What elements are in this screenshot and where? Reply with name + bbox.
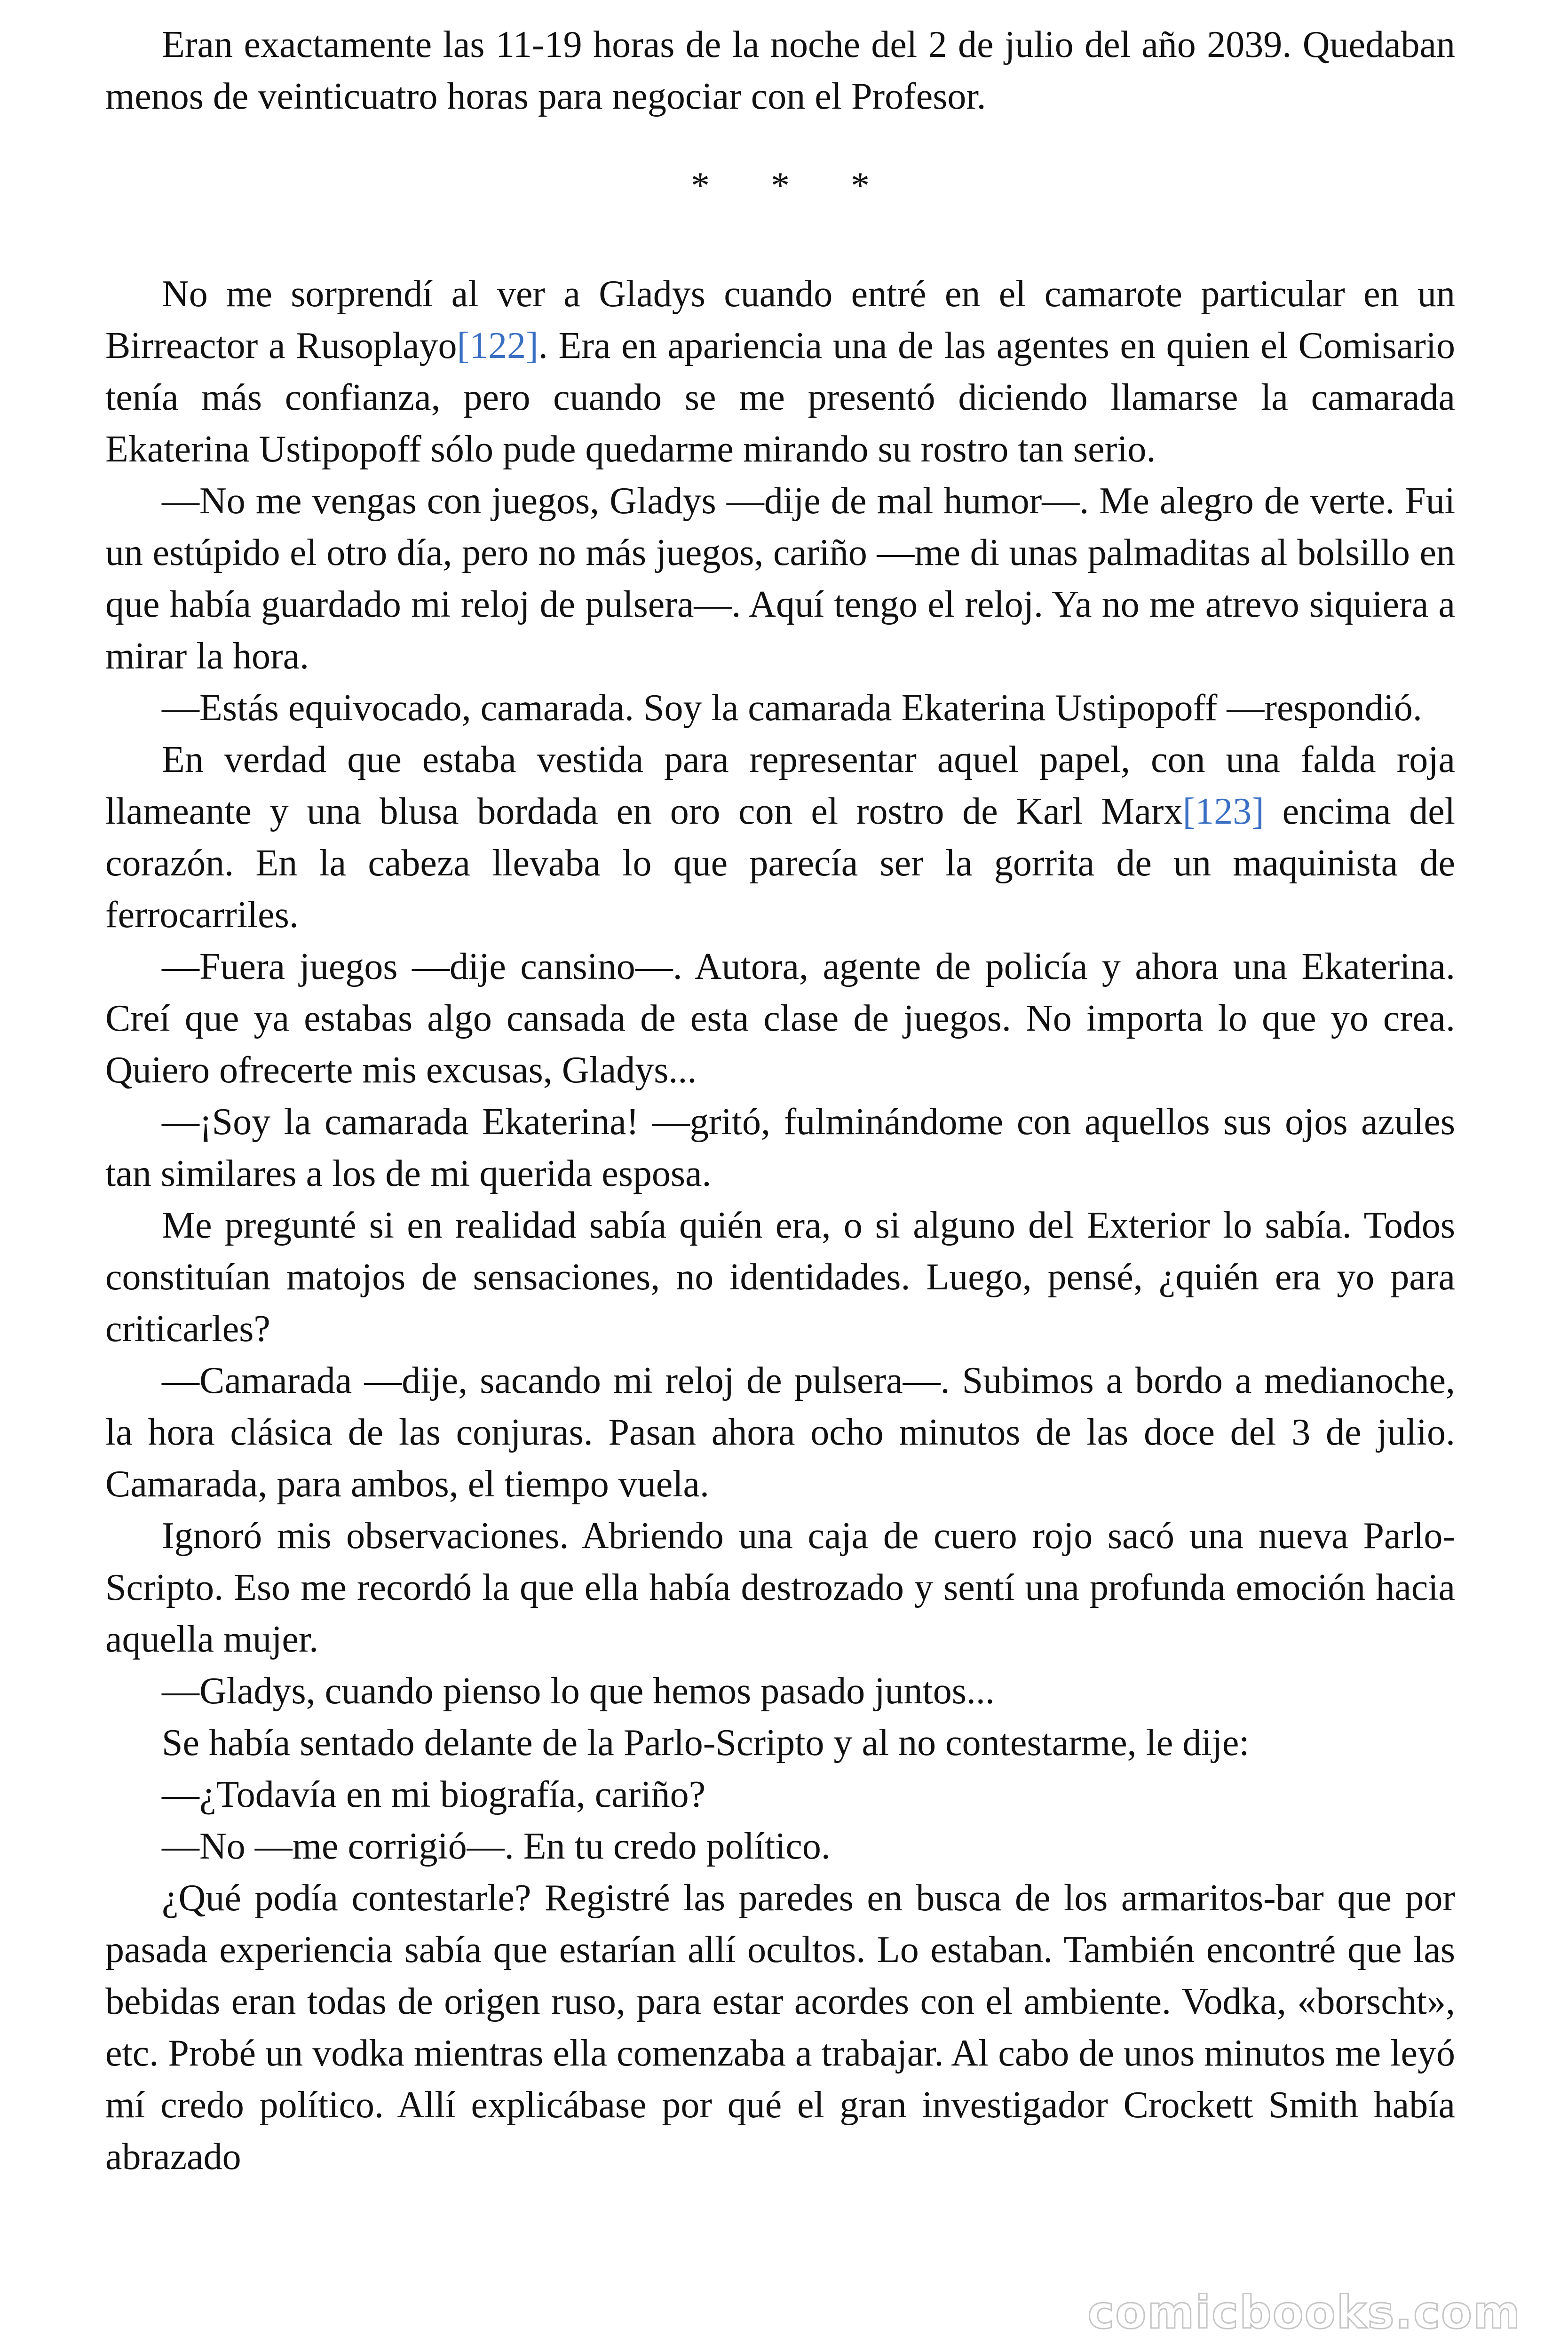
paragraph-intro: Eran exactamente las 11-19 horas de la noche del 2 de julio del año 2039. Quedaban menos de veinticuatro horas para negociar con el Profesor. xyxy=(105,24,1455,117)
paragraph-1 xyxy=(105,268,1455,475)
paragraph-5: —Fuera juegos —dije cansino—. Autora, agente de policía y ahora una Ekaterina. Creí que ya estabas algo cansada de esta clase de juegos. No importa lo que yo crea. Quiero ofrecerte mis excusas, Gladys... xyxy=(105,946,1455,1091)
paragraph-4-text-a: En verdad que estaba vestida para representar aquel papel, con una falda roja llameante y una blusa bordada en oro con el rostro de Karl Marx xyxy=(105,739,1455,832)
paragraph-12: —¿Todavía en mi biografía, cariño? xyxy=(162,1774,706,1815)
separator-asterisk: * xyxy=(851,165,870,207)
separator-asterisk: * xyxy=(691,165,710,207)
paragraph-3: —Estás equivocado, camarada. Soy la camarada Ekaterina Ustipopoff —respondió. xyxy=(162,687,1422,729)
separator-asterisk: * xyxy=(771,165,790,207)
paragraph-4-text-b: encima del corazón. En la cabeza llevaba lo que parecía ser la gorrita de un maquinista de ferrocarriles. xyxy=(105,791,1455,936)
book-page xyxy=(105,19,1455,2183)
paragraph-8: —Camarada —dije, sacando mi reloj de pulsera—. Subimos a bordo a medianoche, la hora clásica de las conjuras. Pasan ahora ocho minutos de las doce del 3 de julio. Camarada, para ambos, el tiempo vuela. xyxy=(105,1360,1455,1505)
paragraph-7: Me pregunté si en realidad sabía quién era, o si alguno del Exterior lo sabía. Todos constituían matojos de sensaciones, no identidades. Luego, pensé, ¿quién era yo para criticarles? xyxy=(105,1205,1455,1350)
paragraph-1-text-a: No me sorprendí al ver a Gladys cuando entré en el camarote particular en un Birreactor a Rusoplayo xyxy=(105,273,1455,366)
paragraph-1-text-b: . Era en apariencia una de las agentes en quien el Comisario tenía más confianza, pero cuando se me presentó diciendo llamarse la camarada Ekaterina Ustipopoff sólo pude quedarme mirando su rostro tan serio. xyxy=(105,325,1456,470)
paragraph-13: —No —me corrigió—. En tu credo político. xyxy=(162,1826,831,1867)
paragraph-6: —¡Soy la camarada Ekaterina! —gritó, fulminándome con aquellos sus ojos azules tan similares a los de mi querida esposa. xyxy=(105,1101,1455,1194)
paragraph-11: Se había sentado delante de la Parlo-Scripto y al no contestarme, le dije: xyxy=(162,1722,1250,1764)
section-separator xyxy=(105,160,1455,212)
paragraph-4 xyxy=(105,734,1455,941)
paragraph-2: —No me vengas con juegos, Gladys —dije de mal humor—. Me alegro de verte. Fui un estúpido el otro día, pero no más juegos, cariño —me di unas palmaditas al bolsillo en que había guardado mi reloj de pulsera—. Aquí tengo el reloj. Ya no me atrevo siquiera a mirar la hora. xyxy=(105,480,1455,677)
watermark-logo: comicbooks.com xyxy=(1087,2286,1521,2339)
footnote-link-123[interactable]: [123] xyxy=(1182,791,1264,832)
footnote-link-122[interactable]: [122] xyxy=(457,325,539,366)
paragraph-10: —Gladys, cuando pienso lo que hemos pasado juntos... xyxy=(162,1670,995,1712)
paragraph-14: ¿Qué podía contestarle? Registré las paredes en busca de los armaritos-bar que por pasada experiencia sabía que estarían allí ocultos. Lo estaban. También encontré que las bebidas eran todas de origen ruso, para estar acordes con el ambiente. Vodka, «borscht», etc. Probé un vodka mientras ella comenzaba a trabajar. Al cabo de unos minutos me leyó mí credo político. Allí explicábase por qué el gran investigador Crockett Smith había abrazado xyxy=(105,1877,1455,2177)
paragraph-9: Ignoró mis observaciones. Abriendo una caja de cuero rojo sacó una nueva Parlo-Scripto. Eso me recordó la que ella había destrozado y sentí una profunda emoción hacia aquella mujer. xyxy=(105,1515,1455,1660)
